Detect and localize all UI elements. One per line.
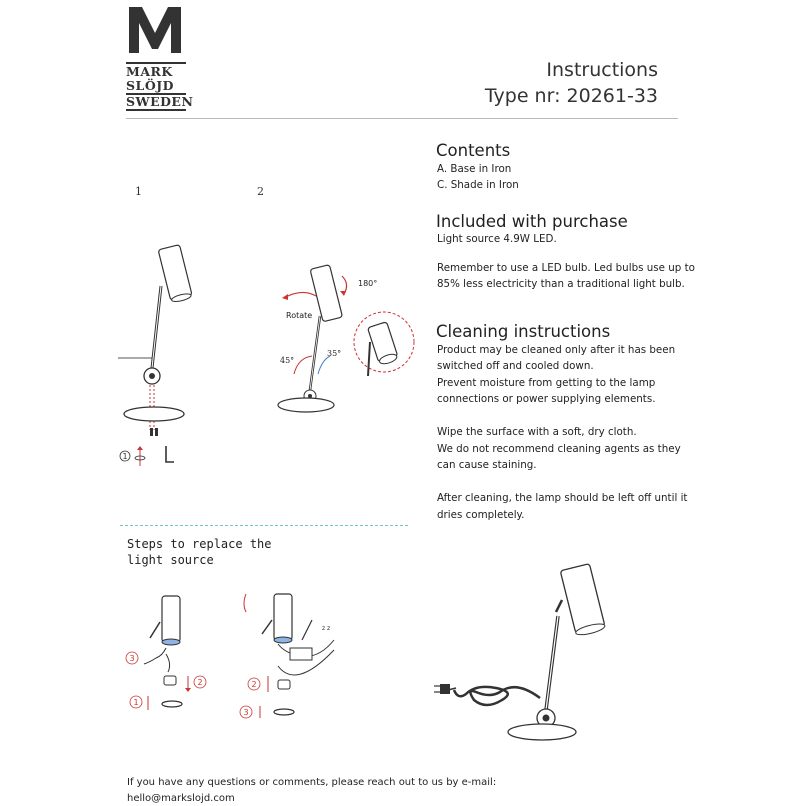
- header-divider: [126, 118, 678, 119]
- cleaning-line: Product may be cleaned only after it has been: [437, 344, 676, 356]
- figure-2-number: 2: [257, 185, 264, 198]
- logo-line-slojd: SLÖJD: [126, 78, 174, 93]
- purchase-led-note-2: 85% less electricity than a traditional light bulb.: [437, 278, 685, 290]
- cleaning-line: can cause staining.: [437, 459, 537, 471]
- degree-45-label: 45°: [280, 356, 295, 365]
- page-title: Instructions: [546, 59, 658, 81]
- degree-180-label: 180°: [358, 279, 378, 288]
- cleaning-line: switched off and cooled down.: [437, 360, 594, 372]
- assembled-lamp-drawing: [436, 560, 616, 750]
- cleaning-heading: Cleaning instructions: [436, 322, 611, 341]
- figure-2-rotation-drawing: [272, 262, 412, 422]
- figure-1-number: 1: [135, 185, 142, 198]
- figure-1-assembly-drawing: [118, 240, 218, 480]
- footer-email-link[interactable]: hello@markslojd.com: [127, 793, 235, 804]
- steps-heading: Steps to replace the light source: [127, 537, 272, 567]
- cleaning-line: dries completely.: [437, 509, 525, 521]
- logo-line-sweden: SWEDEN: [126, 94, 194, 109]
- cleaning-line: Prevent moisture from getting to the lamp: [437, 377, 656, 389]
- section-divider: [120, 525, 408, 527]
- svg-text:3: 3: [243, 708, 249, 717]
- purchase-heading: Included with purchase: [436, 212, 628, 231]
- contents-item-shade: C. Shade in Iron: [437, 179, 519, 191]
- contents-heading: Contents: [436, 141, 511, 160]
- rotate-label: Rotate: [286, 311, 313, 320]
- svg-text:2: 2: [197, 678, 203, 687]
- type-number: Type nr: 20261-33: [484, 85, 658, 107]
- cleaning-line: After cleaning, the lamp should be left off until it: [437, 492, 688, 504]
- step-drawing-1: [122, 592, 222, 722]
- svg-text:1: 1: [122, 452, 128, 461]
- footer-contact-text: If you have any questions or comments, please reach out to us by e-mail:: [127, 777, 497, 788]
- cleaning-line: We do not recommend cleaning agents as they: [437, 443, 681, 455]
- step-drawing-2: [238, 590, 348, 720]
- svg-text:2: 2: [251, 680, 257, 689]
- logo-line-mark: MARK: [126, 62, 186, 79]
- brand-logo: [126, 3, 194, 111]
- degree-35-label: 35°: [327, 349, 342, 358]
- cleaning-line: Wipe the surface with a soft, dry cloth.: [437, 426, 637, 438]
- logo-m-mark: [126, 3, 184, 57]
- svg-text:1: 1: [133, 698, 139, 707]
- purchase-led-note-1: Remember to use a LED bulb. Led bulbs use up to: [437, 262, 695, 274]
- svg-text:3: 3: [129, 654, 135, 663]
- purchase-light-source: Light source 4.9W LED.: [437, 233, 557, 245]
- cleaning-line: connections or power supplying elements.: [437, 393, 656, 405]
- contents-item-base: A. Base in Iron: [437, 163, 512, 175]
- svg-text:z z: z z: [322, 625, 331, 632]
